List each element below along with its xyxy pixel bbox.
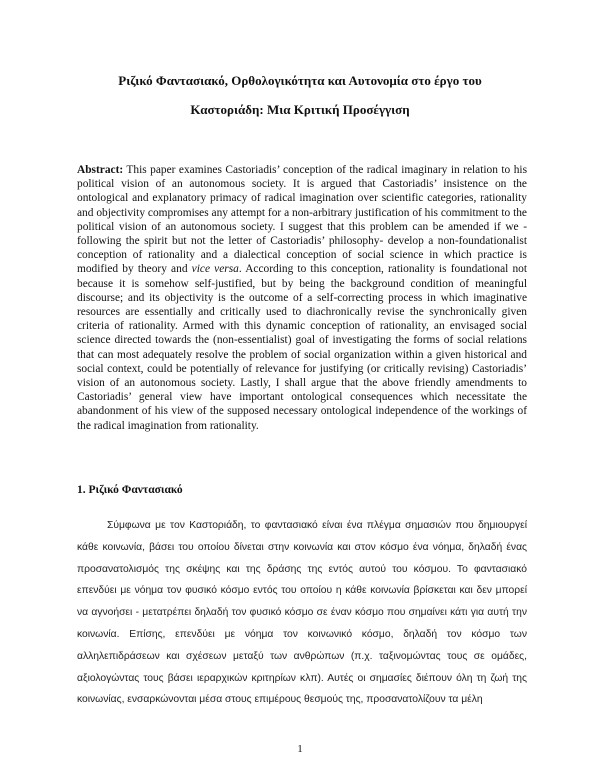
section-heading: 1. Ριζικό Φαντασιακό bbox=[77, 484, 183, 496]
paper-title-line-1: Ριζικό Φαντασιακό, Ορθολογικότητα και Αυτονομία στο έργο του bbox=[118, 73, 482, 88]
page-number: 1 bbox=[297, 743, 303, 755]
paper-title-line-2: Καστοριάδη: Μια Κριτική Προσέγγιση bbox=[190, 102, 410, 117]
paper-title bbox=[60, 66, 540, 124]
abstract-label: Abstract: bbox=[77, 164, 124, 176]
abstract bbox=[77, 163, 527, 433]
abstract-text-part-1: This paper examines Castoriadis’ conception of the radical imaginary in relation to his political vision of an autonomous society. It is argued that Castoriadis’ insistence on the ontological and explanatory primacy of radical imagination over scientific categories, rationality and objectivity compromises any attempt for a non-arbitrary justification of his commitment to the political vision of an autonomous society. I suggest that this problem can be amended if we - following the spirit but not the letter of Castoriadis’ philosophy- develop a non-foundationalist conception of rationality and a dialectical conception of social science in which practice is modified by theory and bbox=[77, 164, 527, 276]
section-paragraph: Σύμφωνα με τον Καστοριάδη, το φαντασιακό είναι ένα πλέγμα σημασιών που δημιουργεί κάθε κοινωνία, βάσει του οποίου δίνεται στην κοινωνία και στον κόσμο ένα νόημα, δηλαδή ένας προσανατολισμός της σκέψης και της δράσης της εντός αυτού του κόσμου. Το φαντασιακό επενδύει με νόημα τον φυσικό κόσμο εντός του οποίου η κάθε κοινωνία βρίσκεται και δεν μπορεί να αγνοήσει - μετατρέπει δηλαδή τον φυσικό κόσμο σε έναν κόσμο που σημαίνει κάτι για αυτή την κοινωνία. Επίσης, επενδύει με νόημα τον κοινωνικό κόσμο, δηλαδή τον κόσμο των αλληλεπιδράσεων και σχέσεων μεταξύ των ανθρώπων (π.χ. ταξινομώντας τους σε ομάδες, αξιολογώντας τους βάσει ιεραρχικών κριτηρίων κλπ). Αυτές οι σημασίες διέπουν όλη τη ζωή της κοινωνίας, ενσαρκώνονται μέσα στους επιμέρους θεσμούς της, προσανατολίζουν τα μέλη bbox=[77, 520, 527, 706]
abstract-text-part-2: . According to this conception, rationality is foundational not because it is somehow self-justified, but by being the background condition of meaningful discourse; and its objectivity is the outcome of a self-correcting process in which imaginative resources are essentially and critically used to diachronically revise the synchronically given criteria of rationality. Armed with this dynamic conception of rationality, an envisaged social science directed towards the (non-essentialist) goal of investigating the forms of social relations that can most adequately resolve the problem of social organization within a given historical and social context, could be potentially of relevance for justifying (or critically revising) Castoriadis’ vision of an autonomous society. Lastly, I shall argue that the above friendly amendments to Castoriadis’ general view have important ontological consequences which necessitate the abandonment of his view of the supposed necessary ontological independence of the workings of the radical imagination from rationality. bbox=[77, 263, 527, 432]
abstract-italic-phrase: vice versa bbox=[191, 263, 239, 276]
